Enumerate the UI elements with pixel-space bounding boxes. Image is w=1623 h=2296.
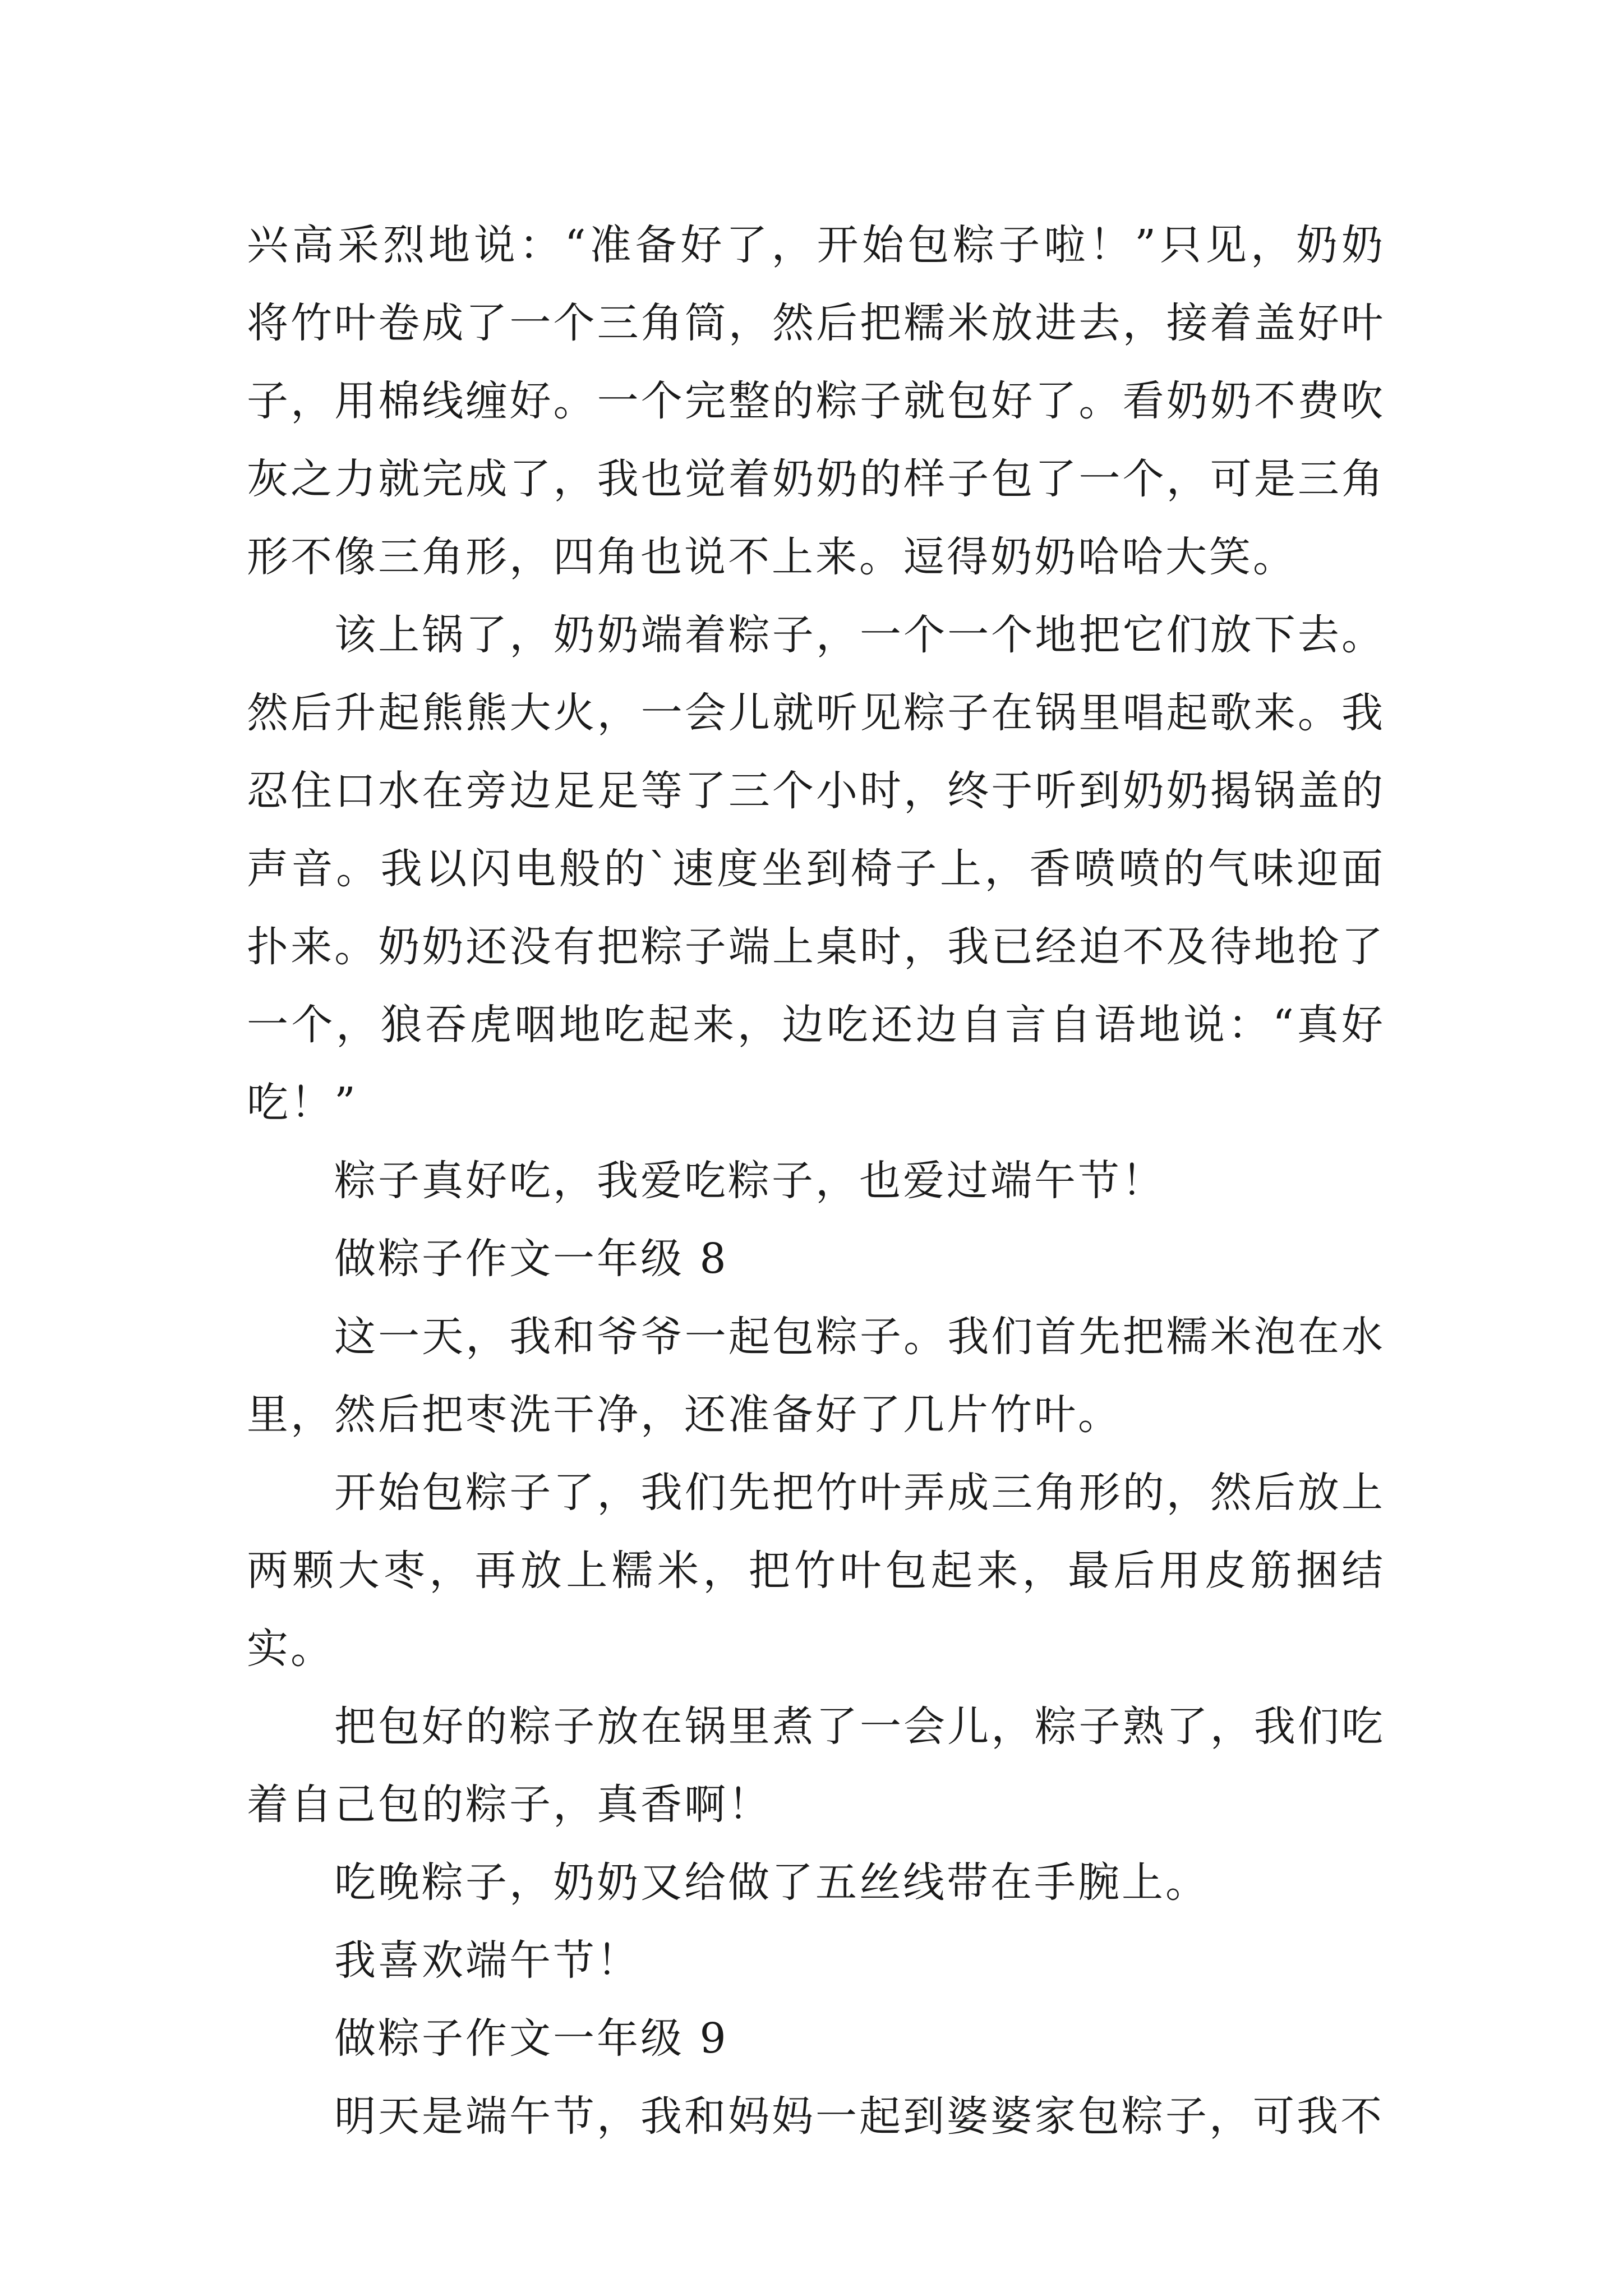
paragraph: 明天是端午节，我和妈妈一起到婆婆家包粽子，可我不 [334,2092,1384,2141]
paragraph: 粽子真好吃，我爱吃粽子，也爱过端午节！ [334,1157,1165,1205]
paragraph: 这一天，我和爷爷一起包粽子。我们首先把糯米泡在水里，然后把枣洗干净，还准备好了几片竹叶。 [247,1313,1385,1439]
document-page [247,206,1385,2156]
paragraph: 该上锅了，奶奶端着粽子，一个一个地把它们放下去。然后升起熊熊大火，一会儿就听见粽子在锅里唱起歌来。我忍住口水在旁边足足等了三个小时，终于听到奶奶揭锅盖的声音。我以闪电般的`速度坐到椅子上，香喷喷的气味迎面扑来。奶奶还没有把粽子端上桌时，我已经迫不及待地抢了一个，狼吞虎咽地吃起来，边吃还边自言自语地说：“真好吃！” [247,611,1385,1127]
paragraph: 开始包粽子了，我们先把竹叶弄成三角形的，然后放上两颗大枣，再放上糯米，把竹叶包起来，最后用皮筋捆结实。 [247,1469,1385,1673]
paragraph: 我喜欢端午节！ [334,1936,640,1985]
paragraph: 把包好的粽子放在锅里煮了一会儿，粽子熟了，我们吃着自己包的粽子，真香啊！ [247,1703,1385,1829]
section-heading: 做粽子作文一年级 8 [334,1235,728,1283]
paragraph: 吃晚粽子，奶奶又给做了五丝线带在手腕上。 [334,1858,1209,1907]
paragraph: 兴高采烈地说：“准备好了，开始包粽子啦！”只见，奶奶将竹叶卷成了一个三角筒，然后把糯米放进去，接着盖好叶子，用棉线缠好。一个完整的粽子就包好了。看奶奶不费吹灰之力就完成了，我也觉着奶奶的样子包了一个，可是三角形不像三角形，四角也说不上来。逗得奶奶哈哈大笑。 [247,221,1385,581]
section-heading: 做粽子作文一年级 9 [334,2014,728,2063]
